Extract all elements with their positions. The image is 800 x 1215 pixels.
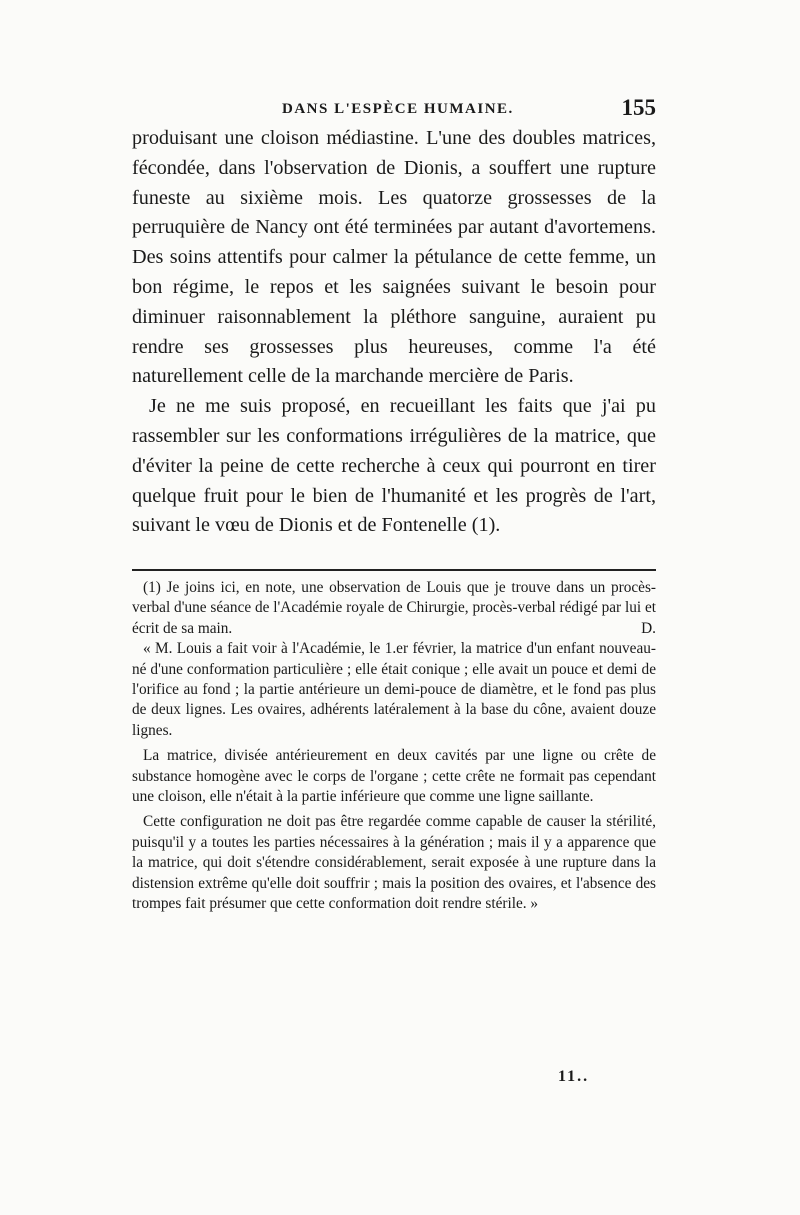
page-number: 155 xyxy=(621,95,656,120)
footnote-paragraph: Cette configuration ne doit pas être regardée comme capable de causer la stérilité, puisqu'il y a toutes les parties nécessaires à la génération ; mais il y a apparence que la matrice, qui doit s'étendre considérablement, serait exposée à une rupture dans la distension extrême qu'elle doit souffrir ; mais la position des ovaires, et l'absence des trompes fait présumer que cette conformation doit rendre stérile. » xyxy=(132,813,656,913)
footnote-divider xyxy=(132,569,656,571)
page-header xyxy=(132,95,656,125)
signature-mark: 11.. xyxy=(558,1068,590,1085)
footnote-paragraph: « M. Louis a fait voir à l'Académie, le 1.er février, la matrice d'un enfant nouveau-né d'une conformation particulière ; elle était conique ; elle avait un pouce et demi de l'orifice au fond ; la partie antérieure un demi-pouce de diamètre, et le fond pas plus de deux lignes. Les ovaires, adhérents latéralement à la base du cône, avaient douze lignes. xyxy=(132,640,656,739)
footnote-intro xyxy=(132,578,656,639)
body-paragraph: produisant une cloison médiastine. L'une des doubles matrices, fécondée, dans l'observation de Dionis, a souffert une rupture funeste au sixième mois. Les quatorze grossesses de la perruquière de Nancy ont été terminées par autant d'avortemens. Des soins attentifs pour calmer la pétulance de cette femme, un bon régime, le repos et les saignées suivant le besoin pour diminuer raisonnablement la pléthore sanguine, auraient pu rendre ses grossesses plus heureuses, comme l'a été naturellement celle de la marchande mercière de Paris. xyxy=(132,127,656,388)
footnote-signature: D. xyxy=(641,619,656,637)
footnote-paragraph: La matrice, divisée antérieurement en deux cavités par une ligne ou crête de substance homogène avec le corps de l'organe ; cette crête ne formait pas cependant une cloison, elle n'était à la partie inférieure que comme une ligne saillante. xyxy=(132,747,656,806)
footnote-intro-text: (1) Je joins ici, en note, une observation de Louis que je trouve dans un procès-verbal d'une séance de l'Académie royale de Chirurgie, procès-verbal rédigé par lui et écrit de sa main. xyxy=(132,579,656,637)
running-title: DANS L'ESPÈCE HUMAINE. xyxy=(282,101,514,117)
body-paragraph: Je ne me suis proposé, en recueillant les faits que j'ai pu rassembler sur les conformations irrégulières de la matrice, que d'éviter la peine de cette recherche à ceux qui pourront en tirer quelque fruit pour le bien de l'humanité et les progrès de l'art, suivant le vœu de Dionis et de Fontenelle (1). xyxy=(132,395,656,537)
footnote xyxy=(132,578,656,915)
main-text xyxy=(132,124,656,541)
